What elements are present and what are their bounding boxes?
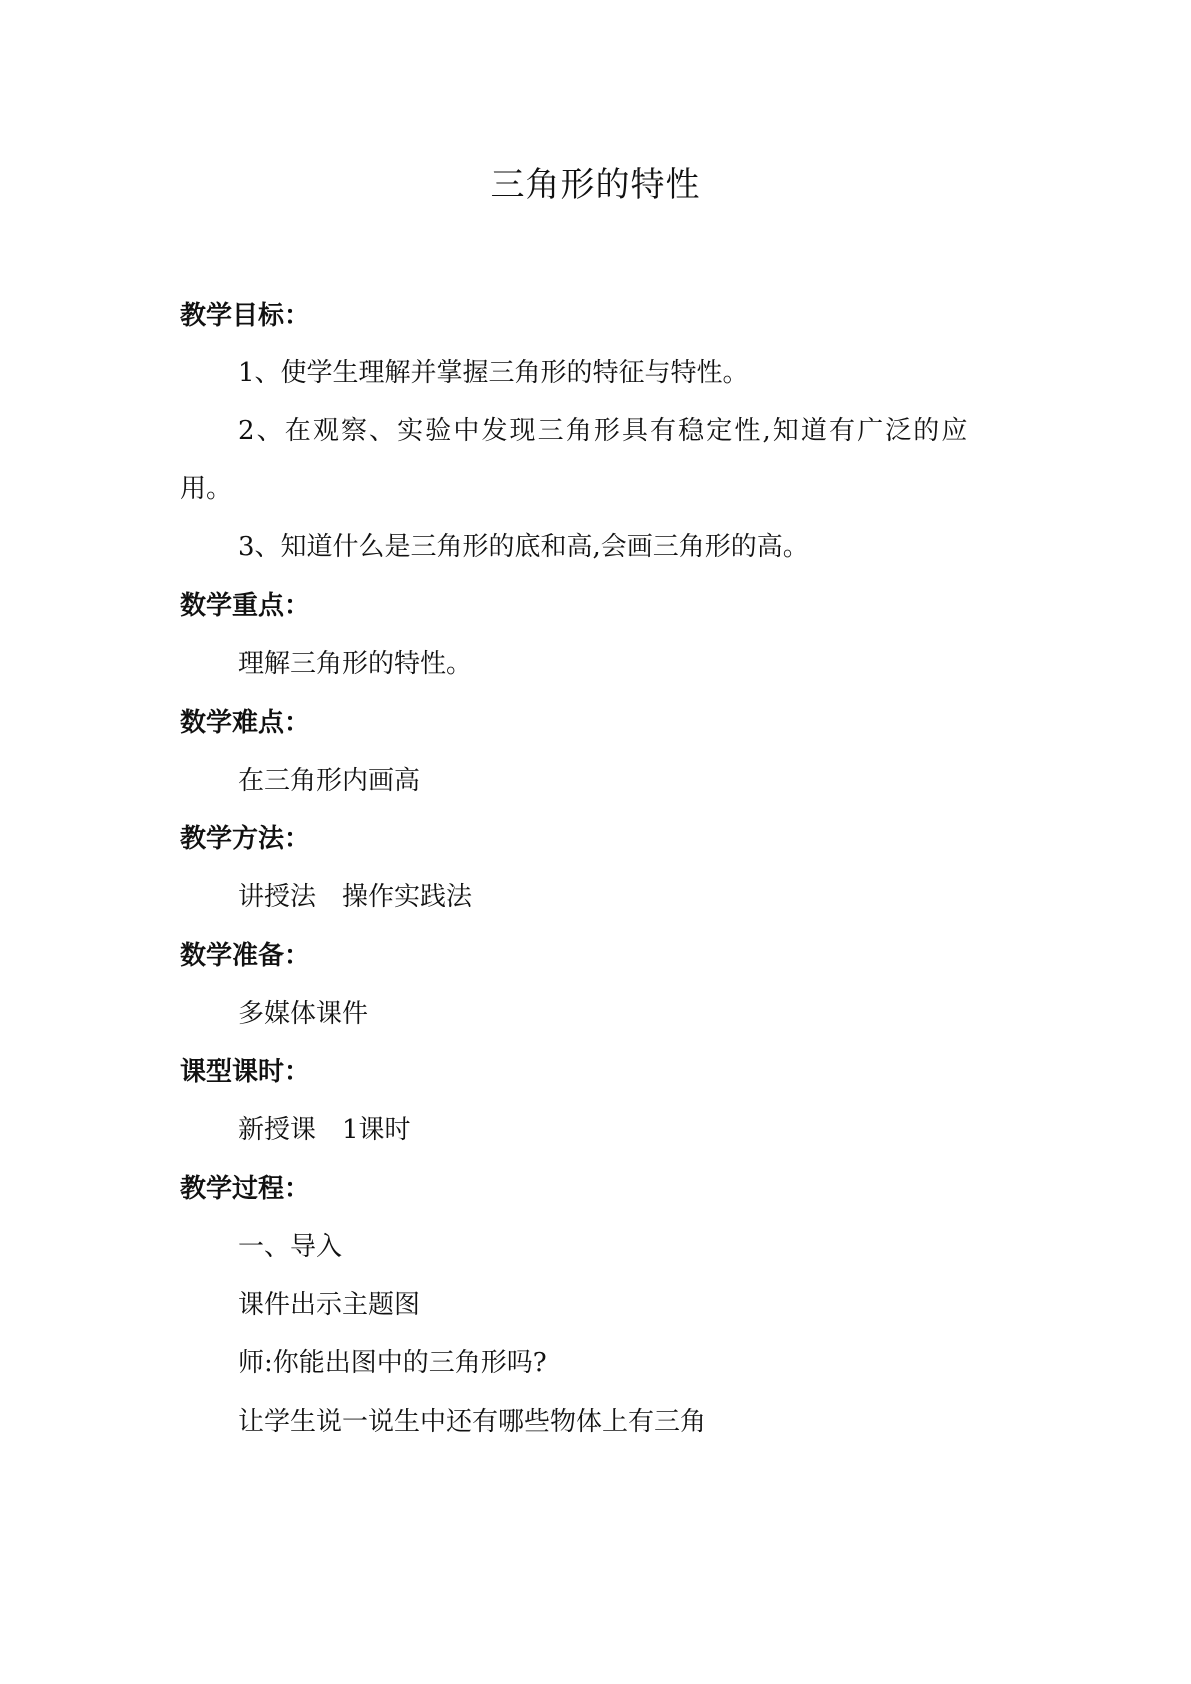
process-line-1: 课件出示主题图 (238, 1290, 421, 1320)
process-line-2: 师:你能出图中的三角形吗? (238, 1348, 547, 1378)
difficulties-text: 在三角形内画高 (238, 766, 421, 796)
process-step-1: 一、导入 (238, 1232, 343, 1262)
heading-objectives: 教学目标： (180, 301, 311, 331)
key-points-text: 理解三角形的特性。 (238, 649, 473, 679)
preparation-text: 多媒体课件 (238, 999, 369, 1029)
process-line-3: 让学生说一说生中还有哪些物体上有三角 (238, 1407, 707, 1437)
objective-item-3: 3、知道什么是三角形的底和高,会画三角形的高。 (238, 532, 809, 562)
heading-difficulties: 数学难点： (180, 708, 311, 738)
heading-methods: 教学方法： (180, 824, 311, 854)
heading-process: 教学过程： (180, 1174, 311, 1204)
heading-key-points: 数学重点： (180, 591, 311, 621)
document-title: 三角形的特性 (490, 165, 701, 205)
lesson-type-text: 新授课 1课时 (238, 1115, 411, 1145)
objective-item-1: 1、使学生理解并掌握三角形的特征与特性。 (238, 358, 749, 388)
methods-text: 讲授法 操作实践法 (238, 882, 473, 912)
heading-preparation: 数学准备： (180, 941, 311, 971)
heading-lesson-type: 课型课时： (180, 1057, 311, 1087)
objective-item-2: 2、在观察、实验中发现三角形具有稳定性,知道有广泛的应 (238, 416, 970, 446)
objective-item-2-continued: 用。 (180, 474, 233, 504)
